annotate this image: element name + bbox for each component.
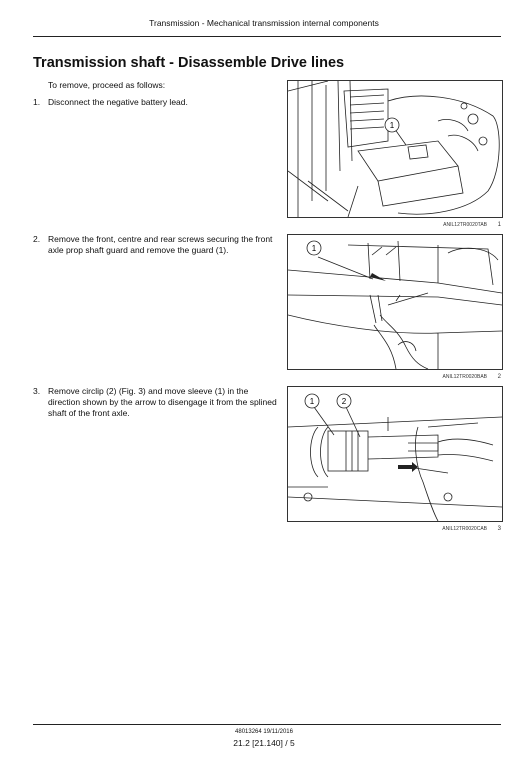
step-number: 2.	[33, 234, 41, 244]
step-text: Remove the front, centre and rear screws securing the front axle prop shaft guard and remove the guard (1).	[48, 234, 273, 255]
figure-3	[287, 386, 503, 522]
figure-code: ANIL12TR0020BAB	[442, 374, 487, 380]
running-header: Transmission - Mechanical transmission internal components	[149, 18, 379, 28]
figure-2	[287, 234, 503, 370]
header-rule	[33, 36, 501, 37]
figure-code: ANIL12TR0020CAB	[442, 526, 487, 532]
figure-number: 1	[497, 222, 501, 228]
callout-2: 2	[341, 397, 347, 406]
figure-code: ANIL12TR0020TAB	[443, 222, 487, 228]
page-title: Transmission shaft - Disassemble Drive lines	[33, 55, 345, 71]
step-text: Remove circlip (2) (Fig. 3) and move sleeve (1) in the direction shown by the arrow to disengage it from the splined shaft of the front axle.	[48, 386, 277, 418]
callout-1: 1	[309, 397, 315, 406]
footer-rule	[33, 724, 501, 725]
step-text: Disconnect the negative battery lead.	[48, 97, 188, 107]
figure-number: 2	[497, 374, 501, 380]
footer-doc-id: 48013264 19/11/2016	[235, 729, 293, 735]
step-number: 1.	[33, 97, 41, 107]
battery-illustration	[288, 81, 502, 217]
intro-text: To remove, proceed as follows:	[48, 80, 166, 90]
footer-page-ref: 21.2 [21.140] / 5	[233, 738, 295, 748]
figure-1	[287, 80, 503, 218]
callout-1: 1	[311, 244, 317, 253]
prop-shaft-guard-illustration	[288, 235, 502, 369]
figure-number: 3	[497, 526, 501, 532]
callout-1: 1	[389, 121, 395, 130]
step-number: 3.	[33, 386, 41, 396]
sleeve-circlip-illustration	[288, 387, 502, 521]
